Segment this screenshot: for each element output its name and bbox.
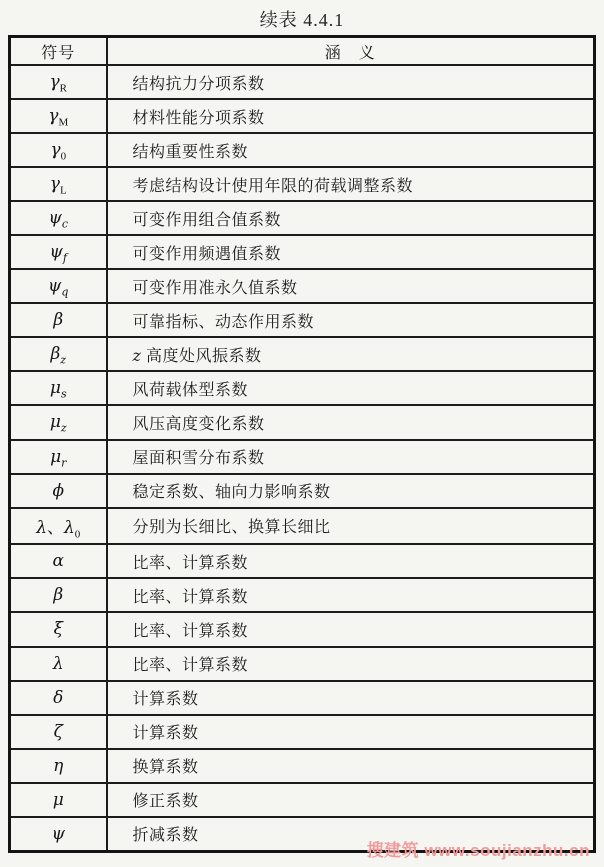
symbol-cell	[10, 578, 107, 612]
meaning-cell: 修正系数	[107, 783, 595, 817]
table-row	[10, 783, 595, 817]
meaning-cell: 屋面积雪分布系数	[107, 440, 595, 474]
table-row	[10, 544, 595, 578]
table-row	[10, 681, 595, 715]
meaning-cell: 分别为长细比、换算长细比	[107, 508, 595, 545]
symbol-text: λ	[52, 653, 64, 674]
meaning-cell: 结构抗力分项系数	[107, 65, 595, 99]
table-header	[10, 37, 595, 66]
symbol-text: β	[53, 585, 64, 606]
table-row	[10, 578, 595, 612]
symbol-text: γ	[48, 106, 59, 127]
symbol-cell	[10, 749, 107, 783]
symbol-text: ψ	[49, 242, 63, 263]
symbol-cell	[10, 508, 107, 545]
symbol-text: γ	[50, 140, 61, 161]
symbol-cell	[10, 817, 107, 852]
symbol-text: δ	[53, 687, 64, 708]
symbol-subscript: 0	[74, 528, 81, 541]
header-symbol: 符号	[10, 37, 107, 66]
table-row	[10, 269, 595, 303]
symbol-cell	[10, 201, 107, 235]
table-row	[10, 749, 595, 783]
table-row	[10, 99, 595, 133]
page-title: 续表 4.4.1	[259, 10, 345, 30]
site-watermark: 搜建筑 www.soujianzhu.cn	[366, 841, 590, 860]
symbol-subscript: f	[62, 251, 67, 265]
meaning-cell: 材料性能分项系数	[107, 99, 595, 133]
table-row	[10, 405, 595, 439]
symbol-subscript: z	[60, 421, 67, 435]
symbol-cell	[10, 371, 107, 405]
symbol-cell	[10, 269, 107, 303]
meaning-cell: 可靠指标、动态作用系数	[107, 303, 595, 337]
header-row	[10, 37, 595, 66]
symbol-text: γ	[49, 174, 60, 195]
symbol-text: 、	[47, 518, 64, 538]
symbol-subscript: s	[60, 387, 67, 401]
meaning-cell: 比率、计算系数	[107, 612, 595, 646]
symbol-text: λ	[36, 518, 47, 539]
table-body	[10, 65, 595, 852]
symbol-subscript: M	[58, 116, 69, 129]
table-row	[10, 508, 595, 545]
meaning-cell: 比率、计算系数	[107, 578, 595, 612]
table-row	[10, 440, 595, 474]
meaning-cell: 考虑结构设计使用年限的荷载调整系数	[107, 167, 595, 201]
symbol-cell	[10, 133, 107, 167]
symbol-cell	[10, 612, 107, 646]
header-meaning: 涵 义	[107, 37, 595, 66]
meaning-cell: 计算系数	[107, 715, 595, 749]
symbol-text: λ	[64, 518, 75, 539]
symbol-text: β	[53, 310, 64, 331]
table-row	[10, 201, 595, 235]
symbol-text: μ	[50, 446, 62, 467]
symbol-cell	[10, 715, 107, 749]
meaning-cell: 折减系数	[107, 817, 595, 852]
symbol-cell	[10, 303, 107, 337]
meaning-cell: 计算系数	[107, 681, 595, 715]
table-row	[10, 715, 595, 749]
symbol-subscript: q	[61, 285, 69, 299]
table-row	[10, 235, 595, 269]
symbol-text: ψ	[48, 276, 62, 297]
meaning-cell: 可变作用准永久值系数	[107, 269, 595, 303]
symbol-subscript: z	[60, 353, 67, 367]
table-row	[10, 474, 595, 508]
symbol-text: ψ	[51, 823, 65, 844]
meaning-cell: 换算系数	[107, 749, 595, 783]
symbol-text: ζ	[53, 721, 63, 742]
meaning-cell: 结构重要性系数	[107, 133, 595, 167]
symbol-subscript: 0	[60, 150, 67, 163]
meaning-cell: 风荷载体型系数	[107, 371, 595, 405]
symbol-text: γ	[49, 72, 60, 93]
symbol-text: μ	[49, 378, 61, 399]
meaning-cell: 风压高度变化系数	[107, 405, 595, 439]
table-row	[10, 337, 595, 371]
symbol-cell	[10, 235, 107, 269]
symbol-cell	[10, 337, 107, 371]
meaning-cell: 比率、计算系数	[107, 647, 595, 681]
symbol-text: ψ	[48, 208, 62, 229]
table-row	[10, 133, 595, 167]
symbol-cell	[10, 681, 107, 715]
symbol-cell	[10, 440, 107, 474]
symbol-subscript: L	[59, 184, 67, 197]
meaning-cell: 比率、计算系数	[107, 544, 595, 578]
symbol-text: μ	[52, 789, 64, 810]
symbol-cell	[10, 167, 107, 201]
symbol-cell	[10, 783, 107, 817]
symbol-text: ξ	[53, 619, 63, 640]
symbol-text: 高度处风振系数	[141, 347, 262, 365]
symbols-table	[8, 35, 596, 853]
symbol-cell	[10, 474, 107, 508]
table-row	[10, 167, 595, 201]
symbol-subscript: R	[59, 82, 67, 95]
symbol-text: μ	[49, 412, 61, 433]
symbol-cell	[10, 405, 107, 439]
symbol-cell	[10, 544, 107, 578]
symbol-text: ϕ	[52, 480, 65, 501]
symbol-subscript: r	[61, 455, 67, 469]
symbol-text: z	[132, 345, 142, 365]
symbol-cell	[10, 99, 107, 133]
symbol-text: α	[52, 551, 64, 572]
table-row	[10, 371, 595, 405]
symbol-text: η	[53, 755, 64, 776]
table-row	[10, 647, 595, 681]
symbol-text: β	[50, 344, 61, 365]
table-row	[10, 612, 595, 646]
table-row	[10, 65, 595, 99]
meaning-cell	[107, 337, 595, 371]
symbol-subscript: c	[61, 217, 68, 231]
symbol-cell	[10, 647, 107, 681]
meaning-cell: 稳定系数、轴向力影响系数	[107, 474, 595, 508]
meaning-cell: 可变作用组合值系数	[107, 201, 595, 235]
table-row	[10, 303, 595, 337]
symbol-cell	[10, 65, 107, 99]
meaning-cell: 可变作用频遇值系数	[107, 235, 595, 269]
